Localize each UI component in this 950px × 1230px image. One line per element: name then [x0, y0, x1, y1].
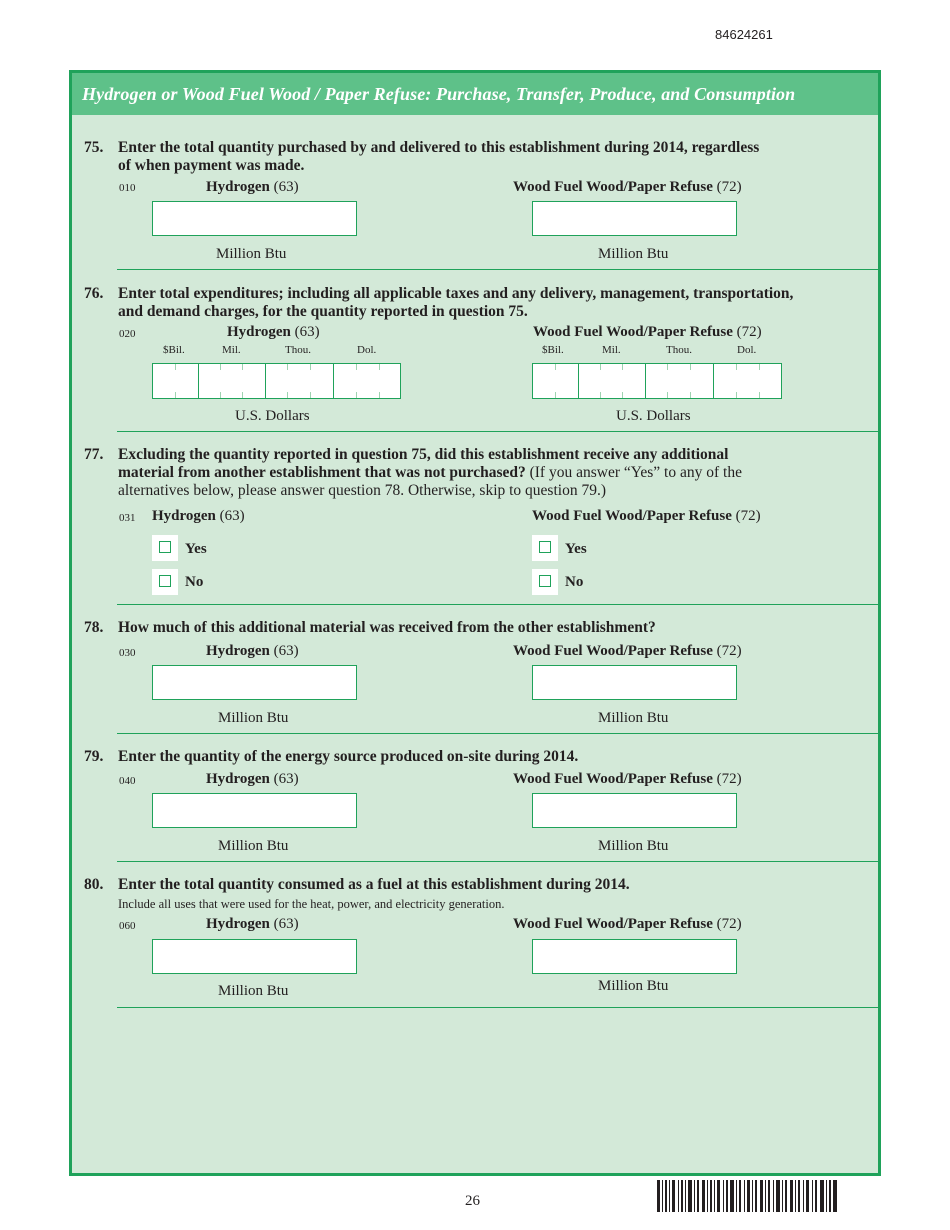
- q76-hydrogen-unit: U.S. Dollars: [235, 408, 310, 424]
- q80-wood-unit: Million Btu: [598, 978, 669, 994]
- q76-wood-label: Wood Fuel Wood/Paper Refuse (72): [533, 324, 762, 340]
- q79-hydrogen-label: Hydrogen (63): [206, 771, 299, 787]
- q77-line2: material from another establishment that was not purchased? (If you answer “Yes” to any of the: [118, 464, 742, 481]
- q75-line2: of when payment was made.: [118, 157, 305, 174]
- q75-code: 010: [119, 182, 136, 194]
- q79-hydrogen-input[interactable]: [152, 793, 357, 828]
- q76-wood-header-thou: Thou.: [666, 344, 692, 356]
- q79-code: 040: [119, 775, 136, 787]
- q75-wood-input[interactable]: [532, 201, 737, 236]
- q75-hydrogen-input[interactable]: [152, 201, 357, 236]
- form-id: 84624261: [715, 27, 773, 42]
- q79-wood-input[interactable]: [532, 793, 737, 828]
- q80-hydrogen-input[interactable]: [152, 939, 357, 974]
- q80-text: Enter the total quantity consumed as a fuel at this establishment during 2014.: [118, 876, 630, 893]
- q80-note: Include all uses that were used for the heat, power, and electricity generation.: [118, 897, 505, 911]
- section-frame: [69, 70, 881, 1176]
- q75-number: 75.: [84, 139, 104, 156]
- q77-line1: Excluding the quantity reported in question 75, did this establishment receive any additional: [118, 446, 729, 463]
- q75-wood-label: Wood Fuel Wood/Paper Refuse (72): [513, 179, 742, 195]
- q76-wood-header-dol: Dol.: [737, 344, 757, 356]
- divider: [117, 733, 878, 734]
- q76-hydrogen-label: Hydrogen (63): [227, 324, 320, 340]
- q77-wood-no-label: No: [565, 574, 584, 590]
- q80-hydrogen-unit: Million Btu: [218, 983, 289, 999]
- q77-code: 031: [119, 512, 136, 524]
- q77-line3: alternatives below, please answer question 78. Otherwise, skip to question 79.): [118, 482, 606, 499]
- q77-text: [118, 446, 742, 500]
- q79-hydrogen-unit: Million Btu: [218, 838, 289, 854]
- q77-wood-label: Wood Fuel Wood/Paper Refuse (72): [532, 508, 761, 524]
- q77-hydrogen-yes-label: Yes: [185, 541, 207, 557]
- q77-wood-yes-checkbox[interactable]: [532, 535, 558, 561]
- q78-number: 78.: [84, 619, 104, 636]
- page-number: 26: [465, 1193, 480, 1209]
- q77-number: 77.: [84, 446, 104, 463]
- q77-hydrogen-yes-checkbox[interactable]: [152, 535, 178, 561]
- section-title: Hydrogen or Wood Fuel Wood / Paper Refuse: Purchase, Transfer, Produce, and Consumption: [82, 84, 796, 104]
- q77-hydrogen-no-label: No: [185, 574, 204, 590]
- q75-text: [118, 139, 759, 175]
- divider: [117, 431, 878, 432]
- divider: [117, 269, 878, 270]
- q76-line1: Enter total expenditures; including all applicable taxes and any delivery, management, transportation,: [118, 285, 794, 302]
- q77-hydrogen-label: Hydrogen (63): [152, 508, 245, 524]
- q76-text: [118, 285, 793, 321]
- q76-number: 76.: [84, 285, 104, 302]
- q76-hydrogen-dollar-input[interactable]: [152, 363, 401, 399]
- q76-wood-unit: U.S. Dollars: [616, 408, 691, 424]
- q80-wood-input[interactable]: [532, 939, 737, 974]
- q78-hydrogen-input[interactable]: [152, 665, 357, 700]
- q76-hydrogen-header-thou: Thou.: [285, 344, 311, 356]
- q79-number: 79.: [84, 748, 104, 765]
- section-header: [72, 73, 878, 115]
- q77-wood-no-checkbox[interactable]: [532, 569, 558, 595]
- q78-wood-label: Wood Fuel Wood/Paper Refuse (72): [513, 643, 742, 659]
- q78-code: 030: [119, 647, 136, 659]
- q78-text: How much of this additional material was received from the other establishment?: [118, 619, 656, 636]
- q76-hydrogen-header-mil: Mil.: [222, 344, 241, 356]
- q80-number: 80.: [84, 876, 104, 893]
- q80-wood-label: Wood Fuel Wood/Paper Refuse (72): [513, 916, 742, 932]
- q76-wood-header-bil: $Bil.: [542, 344, 564, 356]
- divider: [117, 861, 878, 862]
- q78-wood-input[interactable]: [532, 665, 737, 700]
- q80-code: 060: [119, 920, 136, 932]
- q75-hydrogen-unit: Million Btu: [216, 246, 287, 262]
- q76-wood-header-mil: Mil.: [602, 344, 621, 356]
- q75-wood-unit: Million Btu: [598, 246, 669, 262]
- q77-hydrogen-no-checkbox[interactable]: [152, 569, 178, 595]
- q77-wood-yes-label: Yes: [565, 541, 587, 557]
- q79-text: Enter the quantity of the energy source produced on-site during 2014.: [118, 748, 579, 765]
- q79-wood-unit: Million Btu: [598, 838, 669, 854]
- q76-hydrogen-header-dol: Dol.: [357, 344, 377, 356]
- q75-line1: Enter the total quantity purchased by and delivered to this establishment during 2014, regardless: [118, 139, 760, 156]
- q79-wood-label: Wood Fuel Wood/Paper Refuse (72): [513, 771, 742, 787]
- q75-hydrogen-label: Hydrogen (63): [206, 179, 299, 195]
- q76-wood-dollar-input[interactable]: [532, 363, 782, 399]
- q78-wood-unit: Million Btu: [598, 710, 669, 726]
- q78-hydrogen-label: Hydrogen (63): [206, 643, 299, 659]
- divider: [117, 1007, 878, 1008]
- q78-hydrogen-unit: Million Btu: [218, 710, 289, 726]
- q80-hydrogen-label: Hydrogen (63): [206, 916, 299, 932]
- q76-line2: and demand charges, for the quantity reported in question 75.: [118, 303, 528, 320]
- q76-hydrogen-header-bil: $Bil.: [163, 344, 185, 356]
- q76-code: 020: [119, 328, 136, 340]
- divider: [117, 604, 878, 605]
- barcode-icon: [657, 1180, 837, 1212]
